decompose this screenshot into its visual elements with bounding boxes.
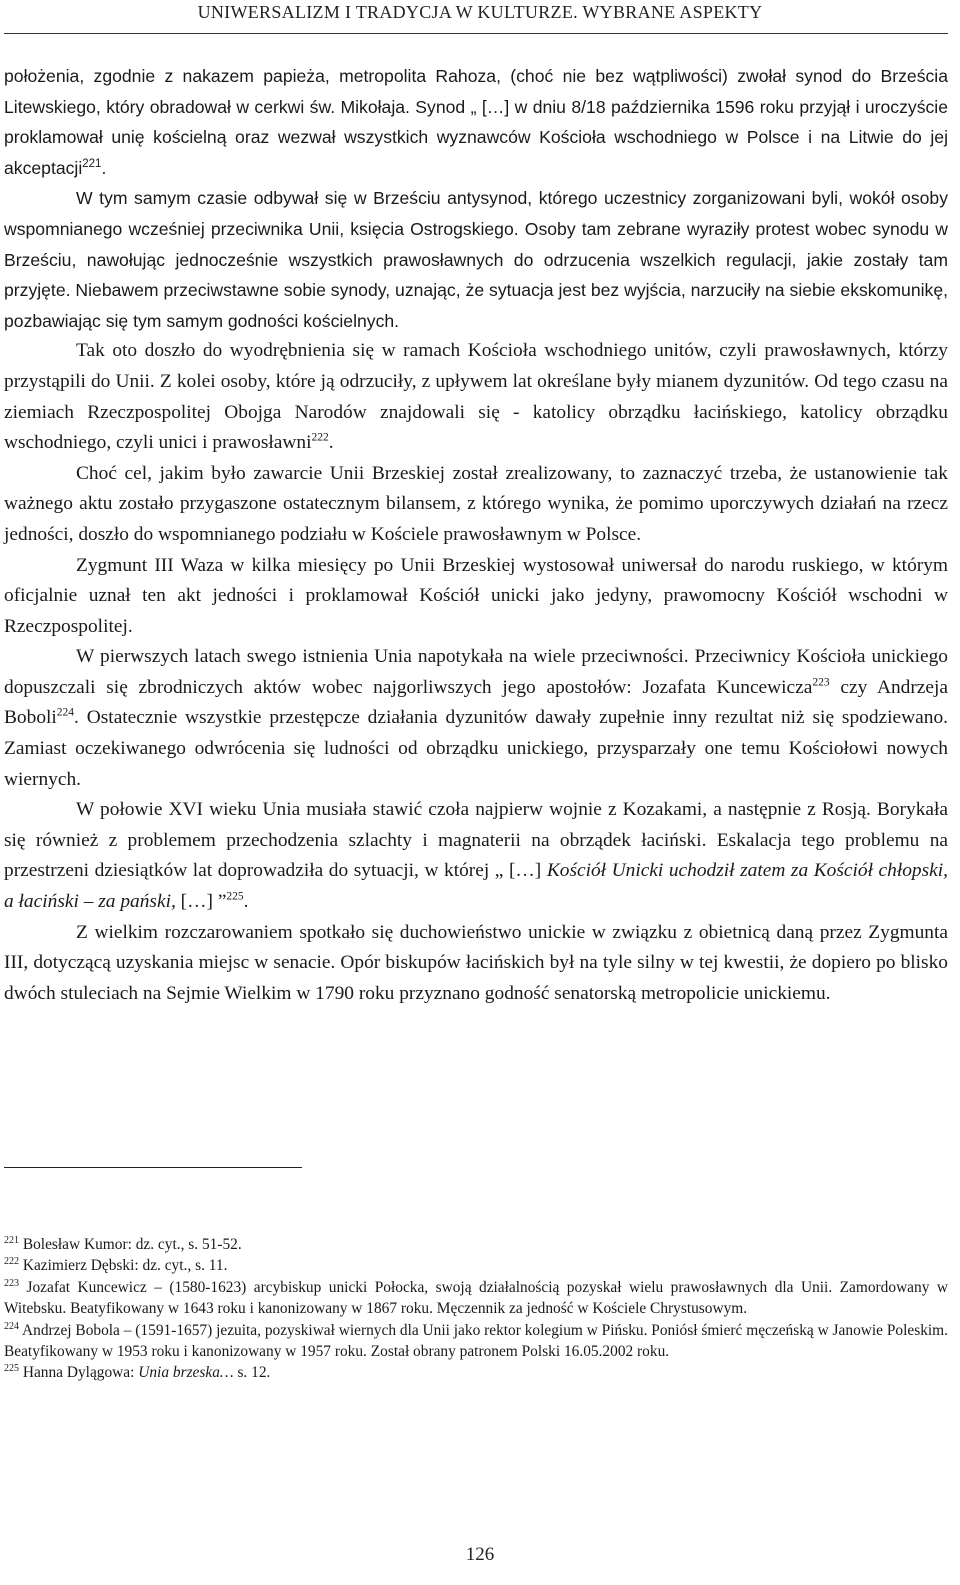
footnotes <box>4 1234 948 1384</box>
header-rule <box>4 33 948 34</box>
footnote-ref-223[interactable]: 223 <box>812 676 830 689</box>
serif-text-block <box>4 336 948 1009</box>
quote-italic: Kościół Unicki uchodził zatem za Kościół chłopski, a łaciński – za pański, <box>4 860 948 913</box>
footnote-222: $^{222}$ Kazimierz Dębski: dz. cyt., s. 11. <box>4 1256 228 1275</box>
body-text <box>4 61 948 1009</box>
footnote-223: $^{223}$ Jozafat Kuncewicz – (1580-1623) arcybiskup unicki Połocka, swoją działalnością pozyskał wielu prawosławnych dla Unii. Zamordowany w Witebsku. Beatyfikowany w 1643 roku i kanonizowany w 1867 roku. Męczennik za jedność w Kościele Chrystusowym. <box>4 1277 948 1318</box>
paragraph-1: położenia, zgodnie z nakazem papieża, metropolita Rahoza, (choć nie bez wątpliwości) zwołał synod do Brześcia Litewskiego, który obradował w cerkwi św. Mikołaja. Synod „ […] w dniu 8/18 października 1596 roku przyjął i uroczyście proklamował unię kościelną oraz wezwał wszystkich wyznawców Kościoła wschodniego w Polsce i na Litwie do jej akceptacji$^{221}$. <box>4 66 948 178</box>
footnote-separator <box>4 1167 302 1168</box>
footnote-224: $^{224}$ Andrzej Bobola – (1591-1657) jezuita, pozyskiwał wiernych dla Unii jako rektor kolegium w Pińsku. Poniósł śmierć męczeńską w Janowie Poleskim. Beatyfikowany w 1953 roku i kanonizowany w 1957 roku. Został obrany patronem Polski 16.05.2002 roku. <box>4 1320 948 1361</box>
footnote-225: $^{225}$ Hanna Dylągowa: Unia brzeska… s. 12. <box>4 1363 271 1382</box>
paragraph-7: W połowie XVI wieku Unia musiała stawić czoła najpierw wojnie z Kozakami, a następnie z Rosją. Borykała się również z problemem przechodzenia szlachty i magnaterii na obrządek łaciński. Eskalacja tego problemu na przestrzeni dziesiątków lat doprowadziła do sytuacji, w której „ […] Kościół Unicki uchodził zatem za Kościół chłopski, a łaciński – za pański, […] ”$^{225}$. <box>4 799 948 913</box>
paragraph-6: W pierwszych latach swego istnienia Unia napotykała na wiele przeciwności. Przeciwnicy Kościoła unickiego dopuszczali się zbrodniczych aktów wobec najgorliwszych jego apostołów: Jozafata Kuncewicza$^{223}$ czy Andrzeja Boboli$^{224}$. Ostatecznie wszystkie przestępcze działania dyzunitów dawały zupełnie inny rezultat niż się spodziewano. Zamiast oczekiwanego odwrócenia się ludności od obrządku unickiego, przysparzały one temu Kościołowi nowych wiernych. <box>4 646 949 790</box>
paragraph-2: W tym samym czasie odbywał się w Brześciu antysynod, którego uczestnicy zorganizowani byli, wokół osoby wspomnianego wcześniej przeciwnika Unii, księcia Ostrogskiego. Osoby tam zebrane wyraziły protest wobec synodu w Brześciu, nawołując jednocześnie wszystkich prawosławnych do odrzucenia wszelkich regulacji, jakie zostały tam przyjęte. Niebawem przeciwstawne sobie synody, uznając, że sytuacja jest bez wyjścia, narzuciły na siebie ekskomunikę, pozbawiając się tym samym godności kościelnych. <box>4 188 948 331</box>
running-header: UNIWERSALIZM I TRADYCJA W KULTURZE. WYBRANE ASPEKTY <box>197 2 763 22</box>
footnote-ref-224[interactable]: 224 <box>56 707 75 719</box>
paragraph-5: Zygmunt III Waza w kilka miesięcy po Unii Brzeskiej wystosował uniwersał do narodu ruskiego, w którym oficjalnie uznał ten akt jedności i proklamował Kościół unicki jako jedyny, prawomocny Kościół wschodni w Rzeczpospolitej. <box>4 554 948 637</box>
page-number: 126 <box>465 1544 495 1565</box>
paragraph-3: Tak oto doszło do wyodrębnienia się w ramach Kościoła wschodniego unitów, czyli prawosławnych, którzy przystąpili do Unii. Z kolei osoby, które ją odrzuciły, z upływem lat określane były mianem dyzunitów. Od tego czasu na ziemiach Rzeczpospolitej Obojga Narodów znajdowali się - katolicy obrządku łacińskiego, katolicy obrządku wschodniego, czyli unici i prawosławni$^{222}$. <box>4 340 948 454</box>
paragraph-8: Z wielkim rozczarowaniem spotkało się duchowieństwo unickie w związku z obietnicą daną przez Zygmunta III, dotyczącą uzyskania miejsc w senacie. Opór biskupów łacińskich był na tyle silny w tej kwestii, że dopiero po blisko dwóch stuleciach na Sejmie Wielkim w 1790 roku przyznano godność senatorską metropolicie unickiemu. <box>4 921 948 1004</box>
footnote-ref-221[interactable]: 221 <box>82 157 102 170</box>
footnote-221: $^{221}$ Bolesław Kumor: dz. cyt., s. 51-52. <box>4 1234 242 1253</box>
footnote-ref-225[interactable]: 225 <box>226 890 244 903</box>
paragraph-4: Choć cel, jakim było zawarcie Unii Brzeskiej został zrealizowany, to zaznaczyć trzeba, że ustanowienie tak ważnego aktu zostało przygaszone ostatecznym bilansem, z którego wynika, że pomimo uporczywych działań na rzecz jedności, doszło do wspomnianego podziału w Kościele prawosławnym w Polsce. <box>4 462 948 545</box>
footnote-ref-222[interactable]: 222 <box>311 431 329 444</box>
